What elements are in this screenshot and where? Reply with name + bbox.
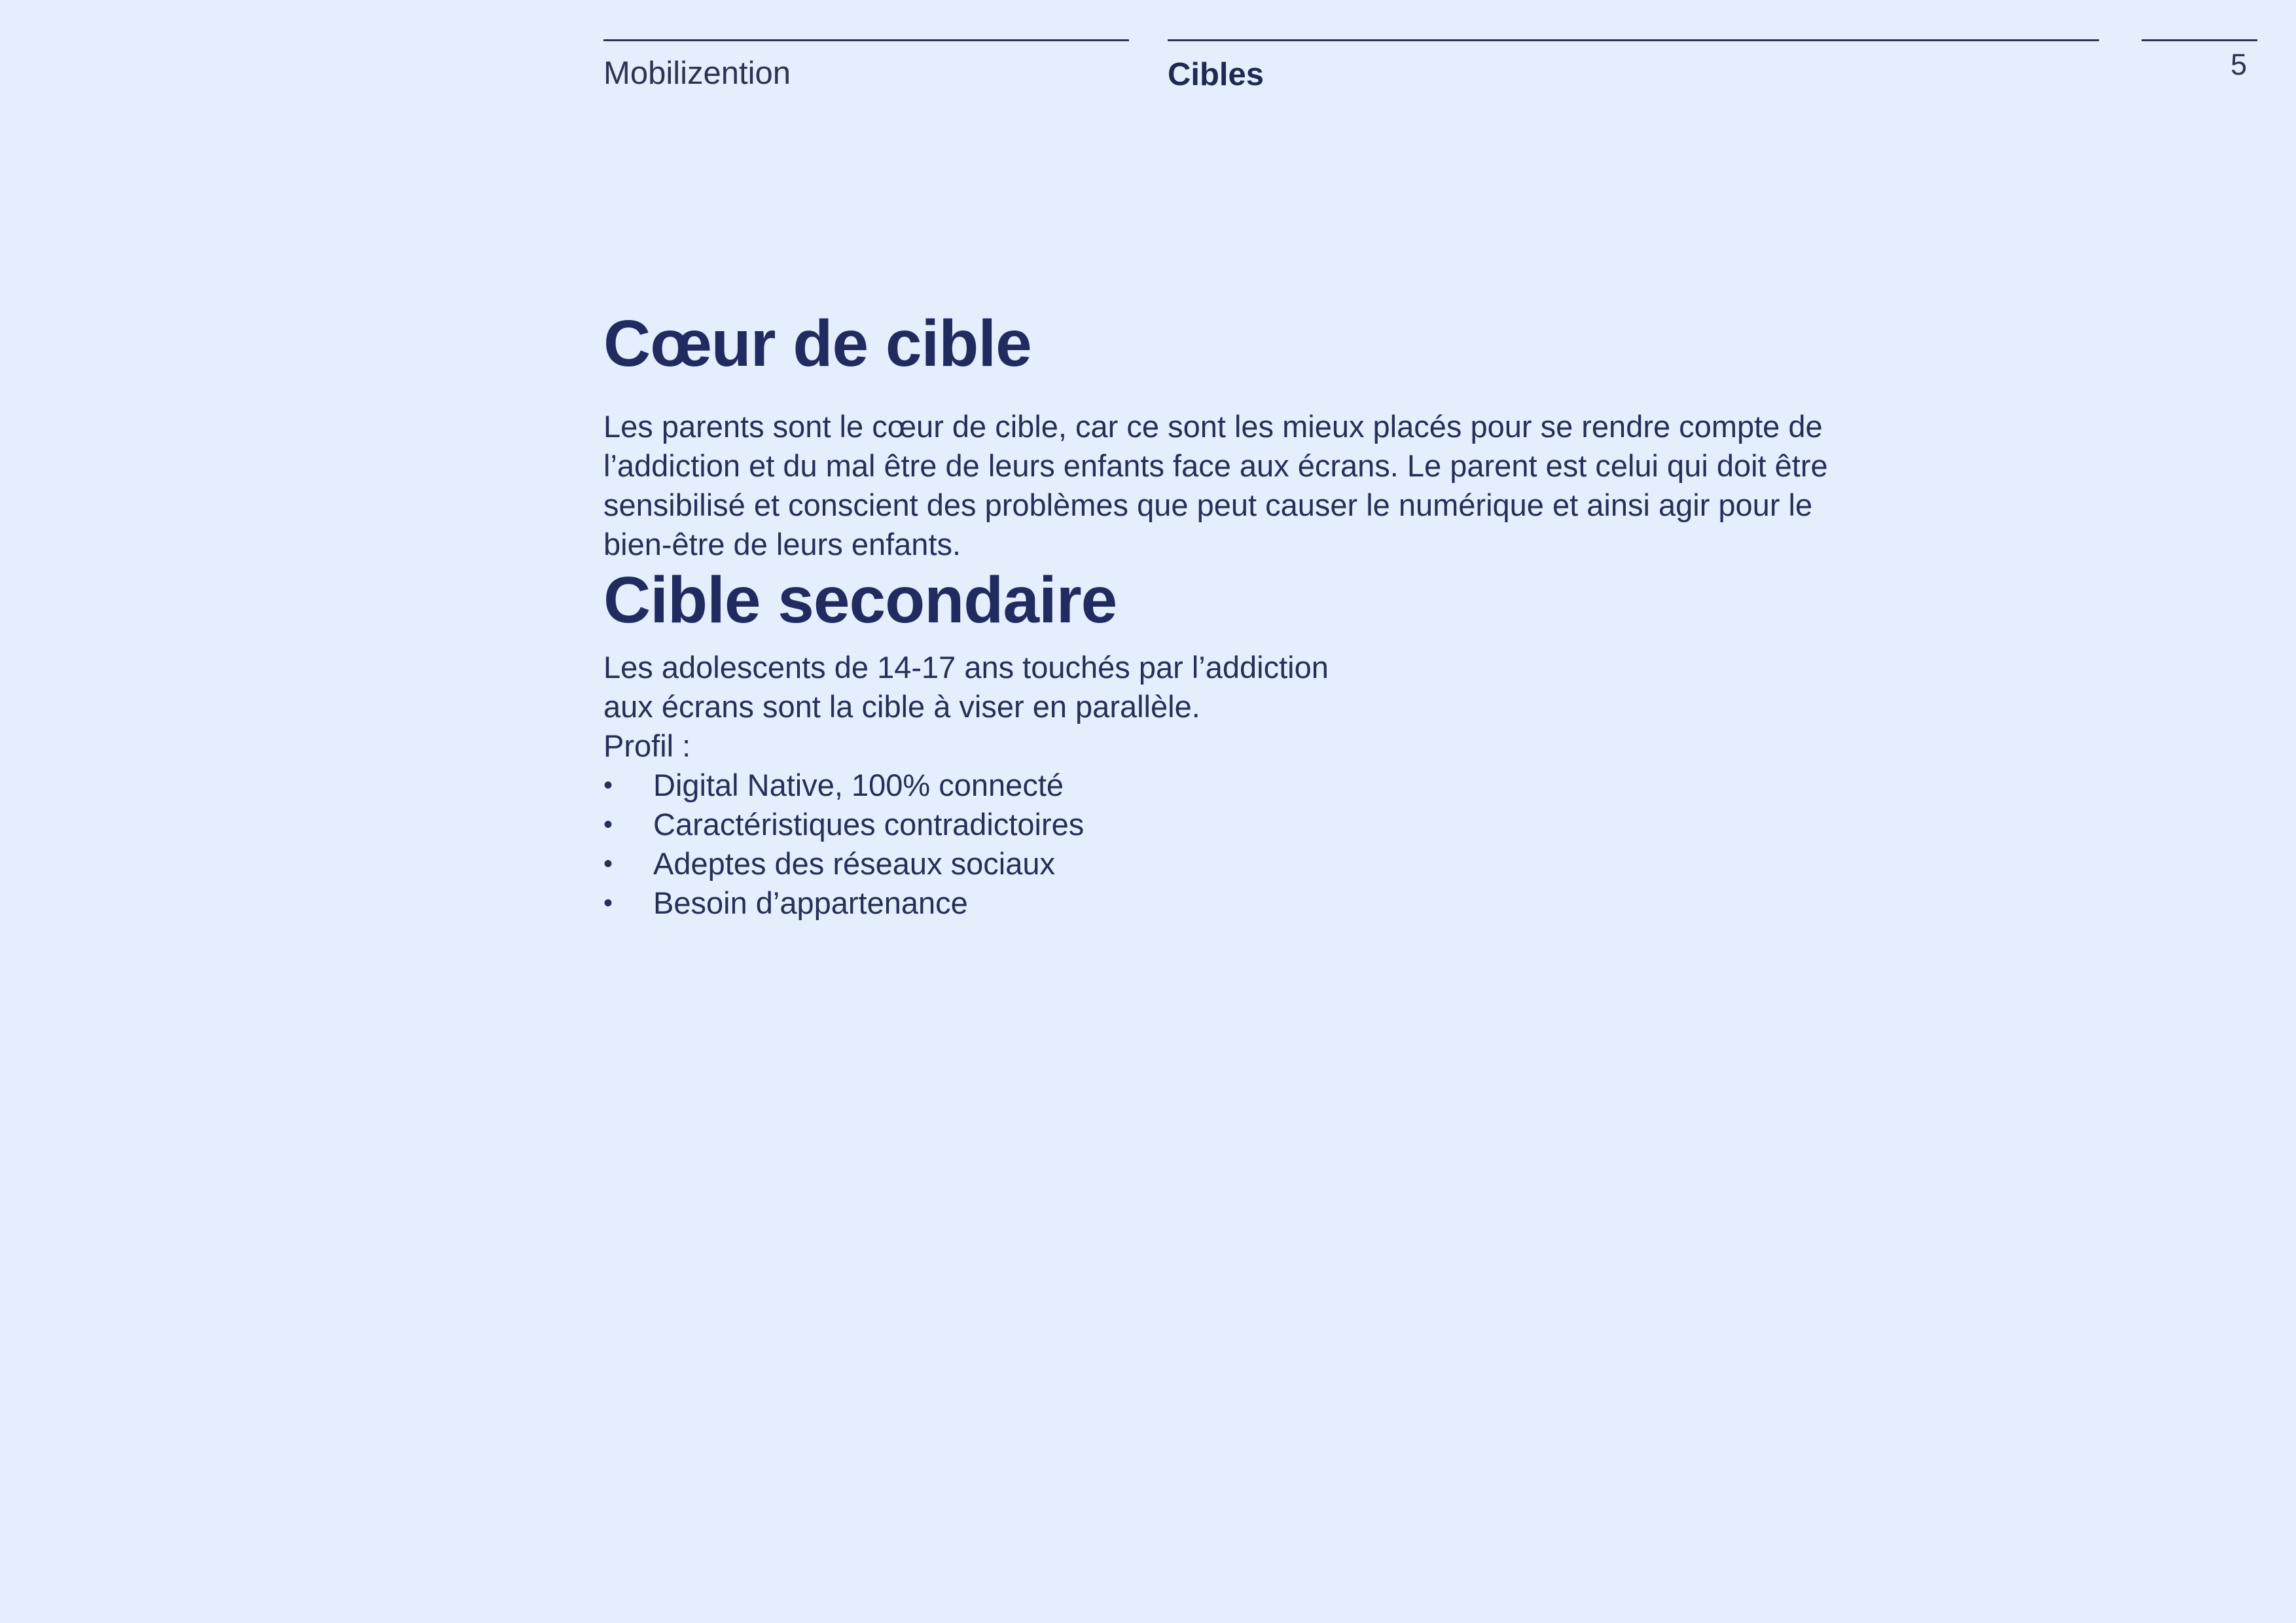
list-item (603, 766, 1834, 805)
main-content (603, 308, 1834, 923)
page-number: 5 (2231, 48, 2248, 81)
bullet-icon: • (603, 849, 613, 878)
list-item (603, 844, 1834, 883)
document-title: Mobilizention (603, 56, 791, 91)
bullet-icon: • (603, 810, 613, 839)
profile-label: Profil : (603, 728, 691, 763)
bullet-icon: • (603, 771, 613, 800)
list-item (603, 805, 1834, 844)
bullet-icon: • (603, 889, 613, 918)
paragraph-coeur-de-cible: Les parents sont le cœur de cible, car ce sont les mieux placés pour se rendre compte de l’addiction et du mal être de leurs enfants face aux écrans. Le parent est celui qui doit être sensibilisé et conscient des problèmes que peut causer le numérique et ainsi agir pour le bien-être de leurs enfants. (603, 409, 1828, 562)
list-item-text: Adeptes des réseaux sociaux (653, 846, 1055, 881)
header-rule-right (2142, 39, 2257, 41)
paragraph-cible-secondaire: Les adolescents de 14-17 ans touchés par l’addiction aux écrans sont la cible à viser en parallèle. (603, 650, 1329, 724)
list-item (603, 883, 1834, 923)
list-item-text: Digital Native, 100% connecté (653, 768, 1064, 802)
profile-list (603, 766, 1834, 923)
header-rule-middle (1168, 39, 2099, 41)
header-rule-left (603, 39, 1129, 41)
list-item-text: Caractéristiques contradictoires (653, 807, 1085, 842)
heading-cible-secondaire: Cible secondaire (603, 563, 1117, 637)
heading-coeur-de-cible: Cœur de cible (603, 307, 1031, 380)
list-item-text: Besoin d’appartenance (653, 885, 968, 920)
section-label: Cibles (1168, 57, 1265, 92)
